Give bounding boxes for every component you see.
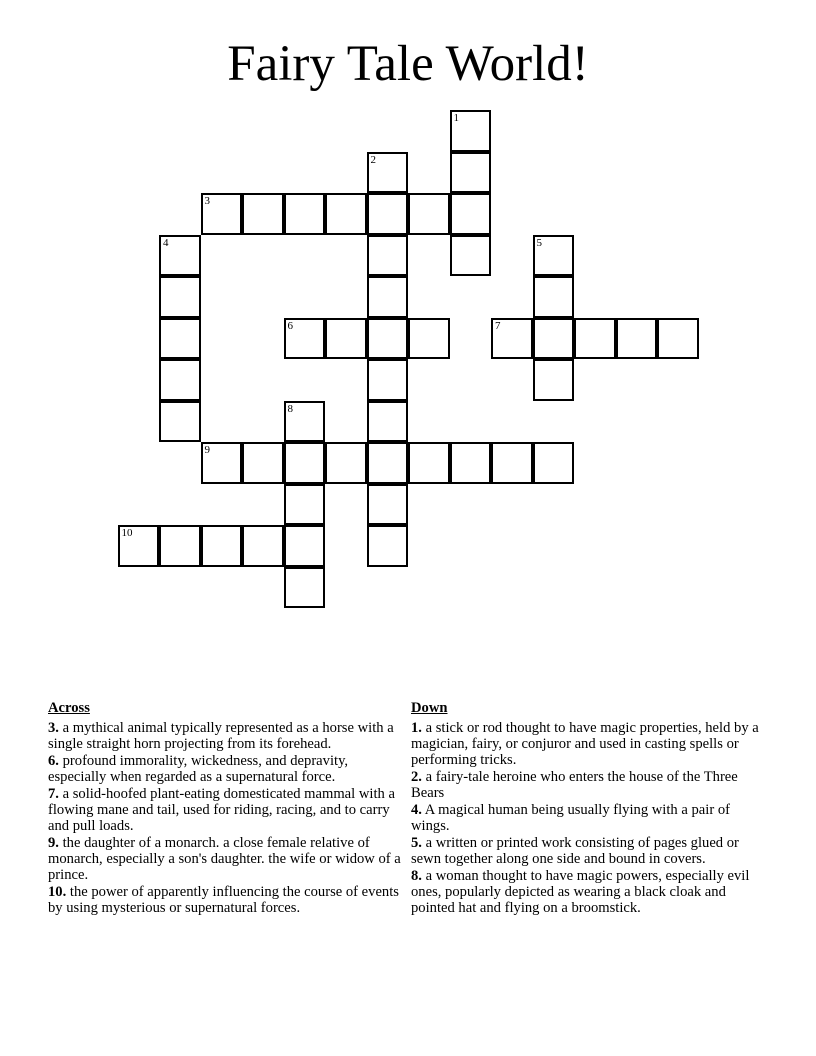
cell-number: 3	[204, 195, 210, 207]
cell-number: 9	[204, 444, 210, 456]
down-clues	[411, 700, 767, 917]
across-clues	[48, 700, 408, 917]
grid-cell[interactable]	[284, 567, 326, 609]
clue-down-4	[411, 802, 767, 834]
grid-cell[interactable]	[118, 525, 160, 567]
grid-cell[interactable]	[367, 193, 409, 235]
clue-number: 7.	[48, 786, 59, 802]
grid-cell[interactable]	[657, 318, 699, 360]
grid-cell[interactable]	[367, 318, 409, 360]
clue-text: a fairy-tale heroine who enters the house of the Three Bears	[411, 769, 738, 801]
clue-down-5	[411, 835, 767, 867]
clue-across-6	[48, 753, 408, 785]
grid-cell[interactable]	[367, 235, 409, 277]
grid-cell[interactable]	[533, 318, 575, 360]
grid-cell[interactable]	[533, 235, 575, 277]
clue-text: a solid-hoofed plant-eating domesticated mammal with a flowing mane and tail, used for riding, racing, and to carry and pull loads.	[48, 786, 395, 834]
down-heading: Down	[411, 700, 448, 716]
grid-cell[interactable]	[491, 442, 533, 484]
clue-text: the daughter of a monarch. a close female relative of monarch, especially a son's daughter. the wife or widow of a prince.	[48, 835, 401, 883]
grid-cell[interactable]	[533, 359, 575, 401]
clue-text: a mythical animal typically represented as a horse with a single straight horn projecting from its forehead.	[48, 720, 394, 752]
grid-cell[interactable]	[450, 235, 492, 277]
clue-number: 1.	[411, 720, 422, 736]
clue-down-1	[411, 720, 767, 768]
grid-cell[interactable]	[450, 110, 492, 152]
grid-cell[interactable]	[201, 525, 243, 567]
grid-cell[interactable]	[367, 525, 409, 567]
clue-number: 8.	[411, 868, 422, 884]
clue-text: the power of apparently influencing the course of events by using mysterious or supernatural forces.	[48, 884, 399, 916]
grid-cell[interactable]	[491, 318, 533, 360]
clue-text: a stick or rod thought to have magic properties, held by a magician, fairy, or conjuror and used in casting spells or performing tricks.	[411, 720, 759, 768]
grid-cell[interactable]	[284, 318, 326, 360]
cell-number: 1	[453, 112, 459, 124]
grid-cell[interactable]	[325, 442, 367, 484]
grid-cell[interactable]	[450, 193, 492, 235]
grid-cell[interactable]	[408, 318, 450, 360]
cell-number: 7	[495, 319, 501, 332]
grid-cell[interactable]	[284, 442, 326, 484]
grid-cell[interactable]	[408, 193, 450, 235]
grid-cell[interactable]	[284, 484, 326, 526]
clue-down-8	[411, 868, 767, 916]
clue-text: a written or printed work consisting of pages glued or sewn together along one side and bound in covers.	[411, 835, 739, 867]
cell-number: 4	[163, 236, 169, 249]
grid-cell[interactable]	[159, 401, 201, 443]
grid-cell[interactable]	[242, 193, 284, 235]
grid-cell[interactable]	[242, 442, 284, 484]
grid-cell[interactable]	[325, 318, 367, 360]
clue-number: 6.	[48, 753, 59, 769]
grid-cell[interactable]	[284, 401, 326, 443]
grid-cell[interactable]	[325, 193, 367, 235]
grid-cell[interactable]	[408, 442, 450, 484]
clue-number: 5.	[411, 835, 422, 851]
grid-cell[interactable]	[367, 484, 409, 526]
grid-cell[interactable]	[450, 152, 492, 194]
grid-cell[interactable]	[201, 442, 243, 484]
grid-cell[interactable]	[367, 442, 409, 484]
clue-number: 2.	[411, 769, 422, 785]
clue-number: 3.	[48, 720, 59, 736]
clue-number: 9.	[48, 835, 59, 851]
clue-across-10	[48, 884, 408, 916]
grid-cell[interactable]	[159, 359, 201, 401]
grid-cell[interactable]	[616, 318, 658, 360]
grid-cell[interactable]	[574, 318, 616, 360]
grid-cell[interactable]	[159, 318, 201, 360]
clue-text: A magical human being usually flying with a pair of wings.	[411, 802, 730, 834]
grid-cell[interactable]	[159, 525, 201, 567]
cell-number: 10	[121, 527, 133, 539]
grid-cell[interactable]	[367, 401, 409, 443]
cell-number: 5	[536, 236, 542, 249]
grid-cell[interactable]	[533, 276, 575, 318]
clue-text: profound immorality, wickedness, and depravity, especially when regarded as a supernatural force.	[48, 753, 349, 785]
puzzle-title: Fairy Tale World!	[227, 36, 589, 92]
grid-cell[interactable]	[367, 152, 409, 194]
grid-cell[interactable]	[201, 193, 243, 235]
grid-cell[interactable]	[284, 193, 326, 235]
grid-cell[interactable]	[242, 525, 284, 567]
clue-down-2	[411, 769, 767, 801]
grid-cell[interactable]	[367, 276, 409, 318]
clue-across-7	[48, 786, 408, 834]
clue-across-9	[48, 835, 408, 883]
clue-text: a woman thought to have magic powers, especially evil ones, popularly depicted as wearing a black cloak and pointed hat and flying on a broomstick.	[411, 868, 750, 916]
grid-cell[interactable]	[533, 442, 575, 484]
clue-number: 4.	[411, 802, 422, 818]
across-heading: Across	[48, 700, 90, 716]
cell-number: 6	[287, 319, 293, 332]
clue-across-3	[48, 720, 408, 752]
cell-number: 2	[370, 153, 376, 166]
grid-cell[interactable]	[367, 359, 409, 401]
grid-cell[interactable]	[159, 276, 201, 318]
cell-number: 8	[287, 402, 293, 415]
grid-cell[interactable]	[159, 235, 201, 277]
grid-cell[interactable]	[284, 525, 326, 567]
grid-cell[interactable]	[450, 442, 492, 484]
clue-number: 10.	[48, 884, 67, 900]
